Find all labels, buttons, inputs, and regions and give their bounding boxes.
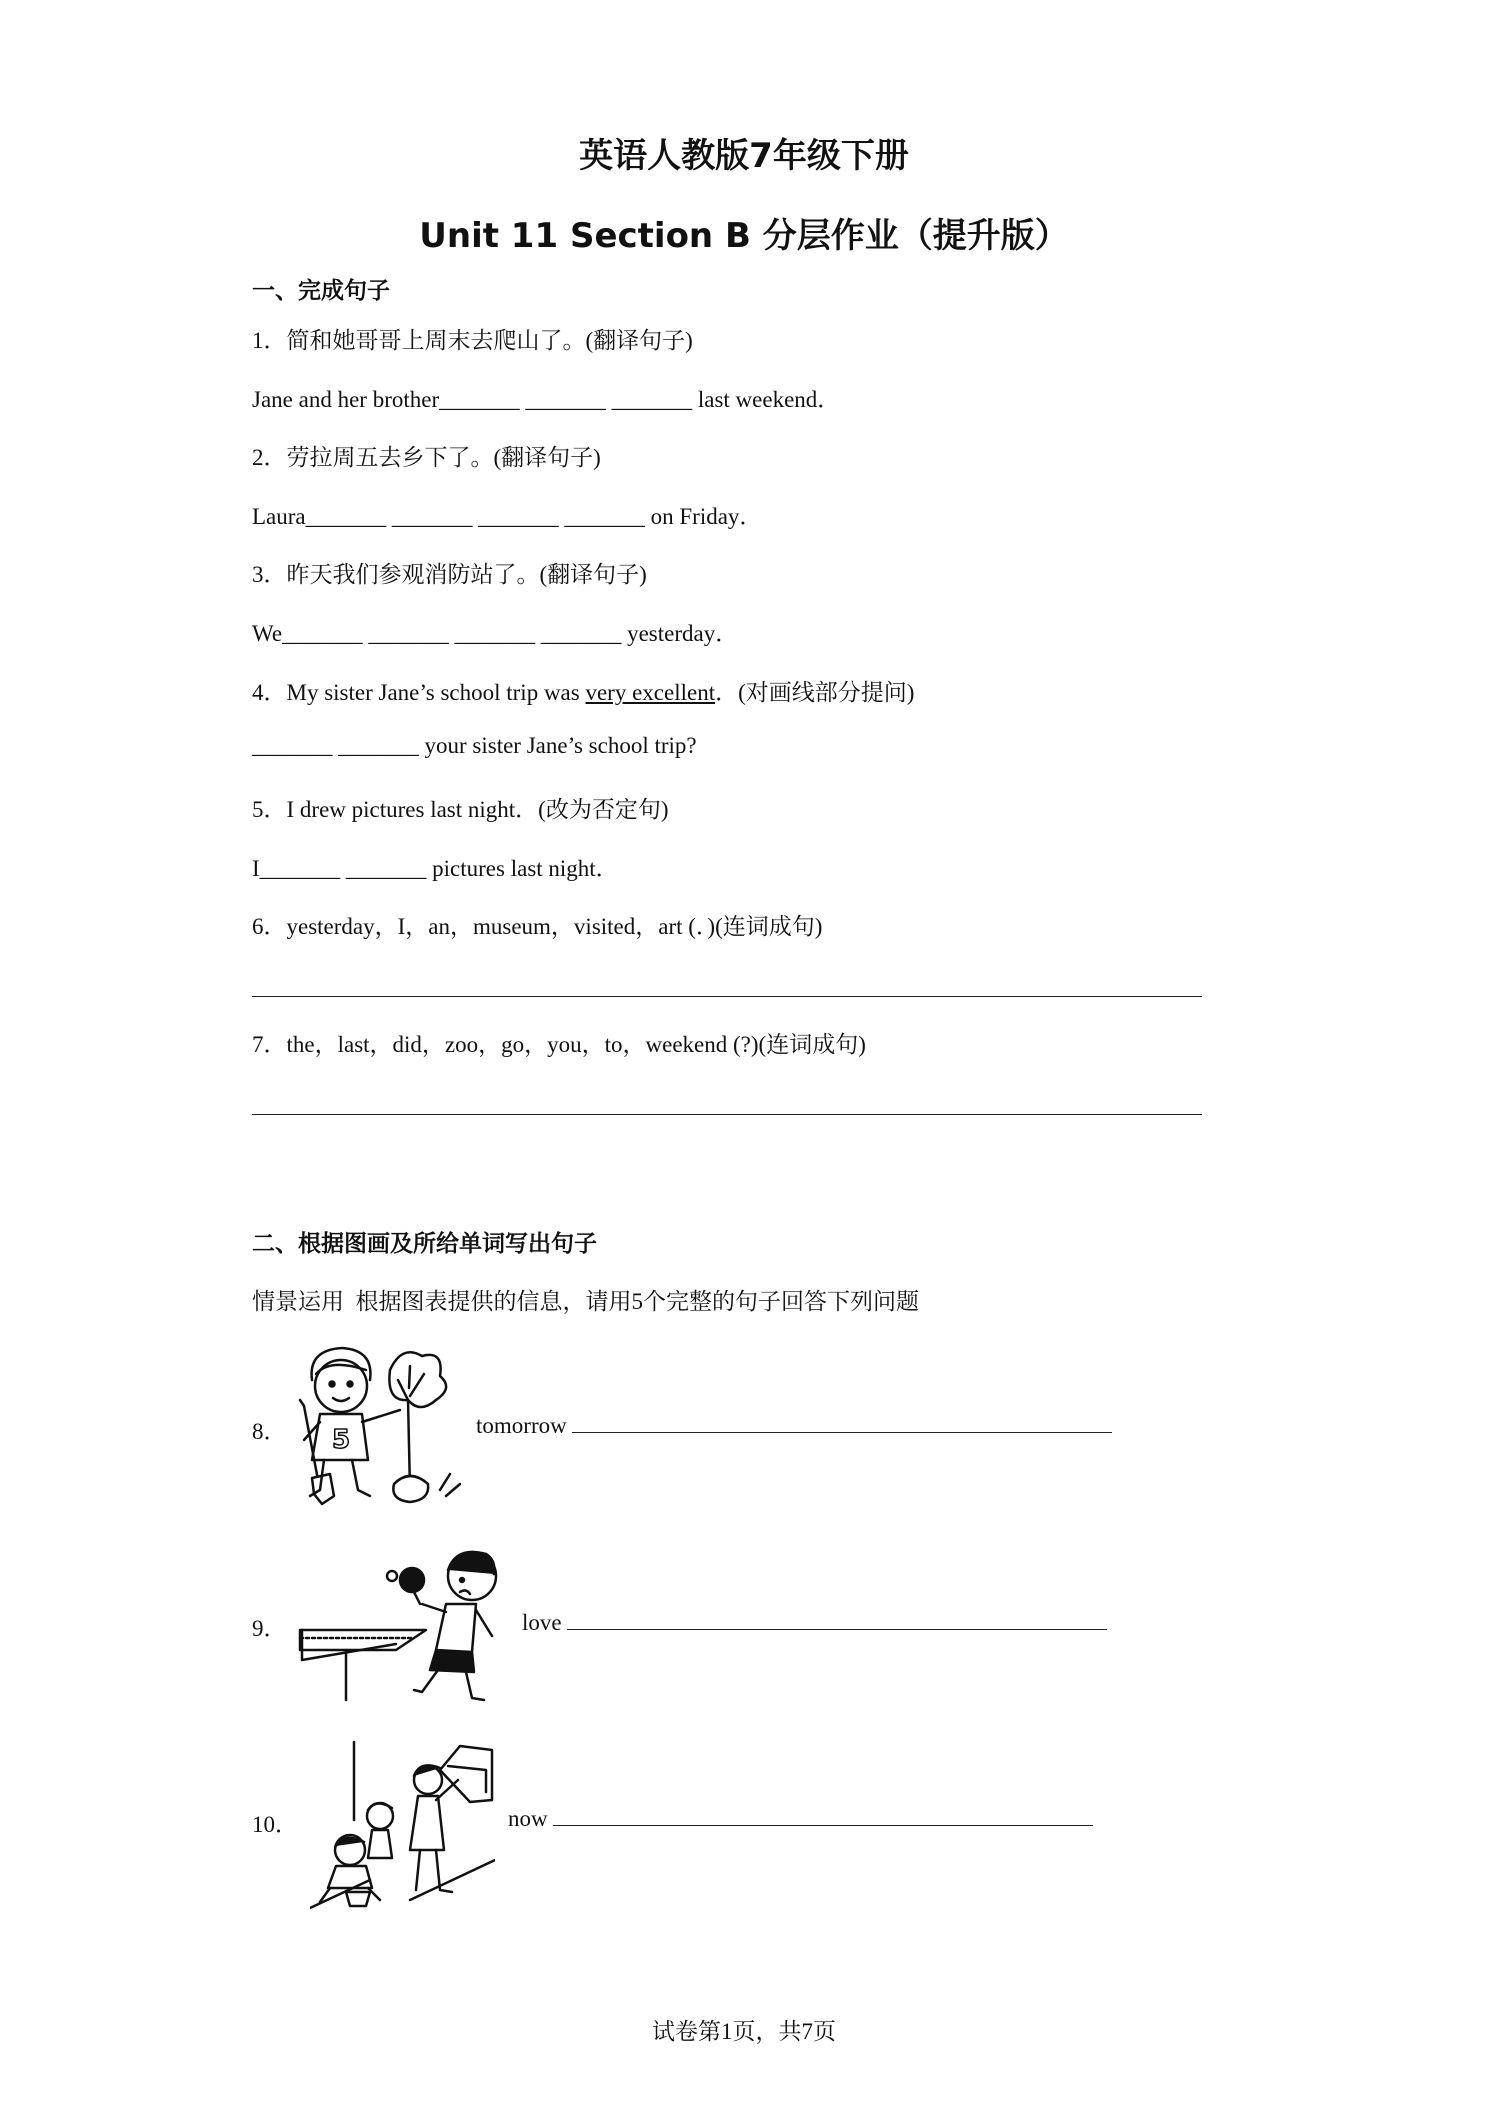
q7-prompt: 7．the，last，did，zoo，go，you，to，weekend (?)(连词成句)	[252, 1032, 866, 1057]
item9-answer-rule	[567, 1629, 1107, 1630]
section1-heading: 一、完成句子	[252, 278, 390, 304]
q2-prompt: 2．劳拉周五去乡下了。(翻译句子)	[252, 445, 601, 470]
q7-answer-rule	[252, 1114, 1202, 1115]
q5-prompt: 5．I drew pictures last night．(改为否定句)	[252, 797, 669, 822]
item10-keyword-text: now	[508, 1806, 548, 1831]
q4-prompt	[252, 674, 914, 707]
q4-prompt-after: ．(对画线部分提问)	[715, 680, 915, 705]
page-subtitle: Unit 11 Section B 分层作业（提升版）	[419, 216, 1069, 256]
q4-prompt-before: 4．My sister Jane’s school trip was	[252, 680, 586, 705]
q6-answer-rule	[252, 996, 1202, 997]
item8-keyword-text: tomorrow	[476, 1413, 567, 1438]
boy-planting-tree-illustration	[290, 1340, 470, 1512]
q3-answer-line: We_______ _______ _______ _______ yesterday．	[252, 621, 739, 646]
item8-number: 8．	[252, 1419, 287, 1444]
item10-answer-rule	[553, 1825, 1093, 1826]
svg-text:5: 5	[332, 1425, 351, 1455]
q3-prompt: 3．昨天我们参观消防站了。(翻译句子)	[252, 562, 647, 587]
q1-prompt: 1．简和她哥哥上周末去爬山了。(翻译句子)	[252, 328, 693, 353]
item9-number: 9．	[252, 1616, 287, 1641]
q1-answer-line: Jane and her brother_______ _______ _______ last weekend．	[252, 387, 841, 412]
item9-keyword	[522, 1610, 1107, 1636]
q6-prompt: 6．yesterday，I，an，museum，visited，art (．)(连词成句)	[252, 914, 823, 939]
q5-answer-line: I_______ _______ pictures last night．	[252, 856, 619, 881]
q2-answer-line: Laura_______ _______ _______ _______ on Friday．	[252, 504, 763, 529]
item10-number: 10．	[252, 1812, 298, 1837]
family-cleaning-illustration	[310, 1740, 495, 1910]
boy-playing-ping-pong-illustration	[296, 1540, 506, 1710]
section2-heading: 二、根据图画及所给单词写出句子	[252, 1231, 597, 1257]
q4-answer-line: _______ _______ your sister Jane’s school trip?	[252, 733, 697, 758]
section2-instruction: 情景运用 根据图表提供的信息，请用5个完整的句子回答下列问题	[252, 1289, 919, 1314]
q4-underlined-phrase: very excellent	[585, 680, 716, 705]
item8-answer-rule	[572, 1432, 1112, 1433]
item10-keyword	[508, 1806, 1093, 1832]
item9-keyword-text: love	[522, 1610, 562, 1635]
page-title: 英语人教版7年级下册	[579, 136, 909, 176]
item8-keyword	[476, 1413, 1112, 1439]
page-footer: 试卷第1页，共7页	[652, 2019, 836, 2044]
